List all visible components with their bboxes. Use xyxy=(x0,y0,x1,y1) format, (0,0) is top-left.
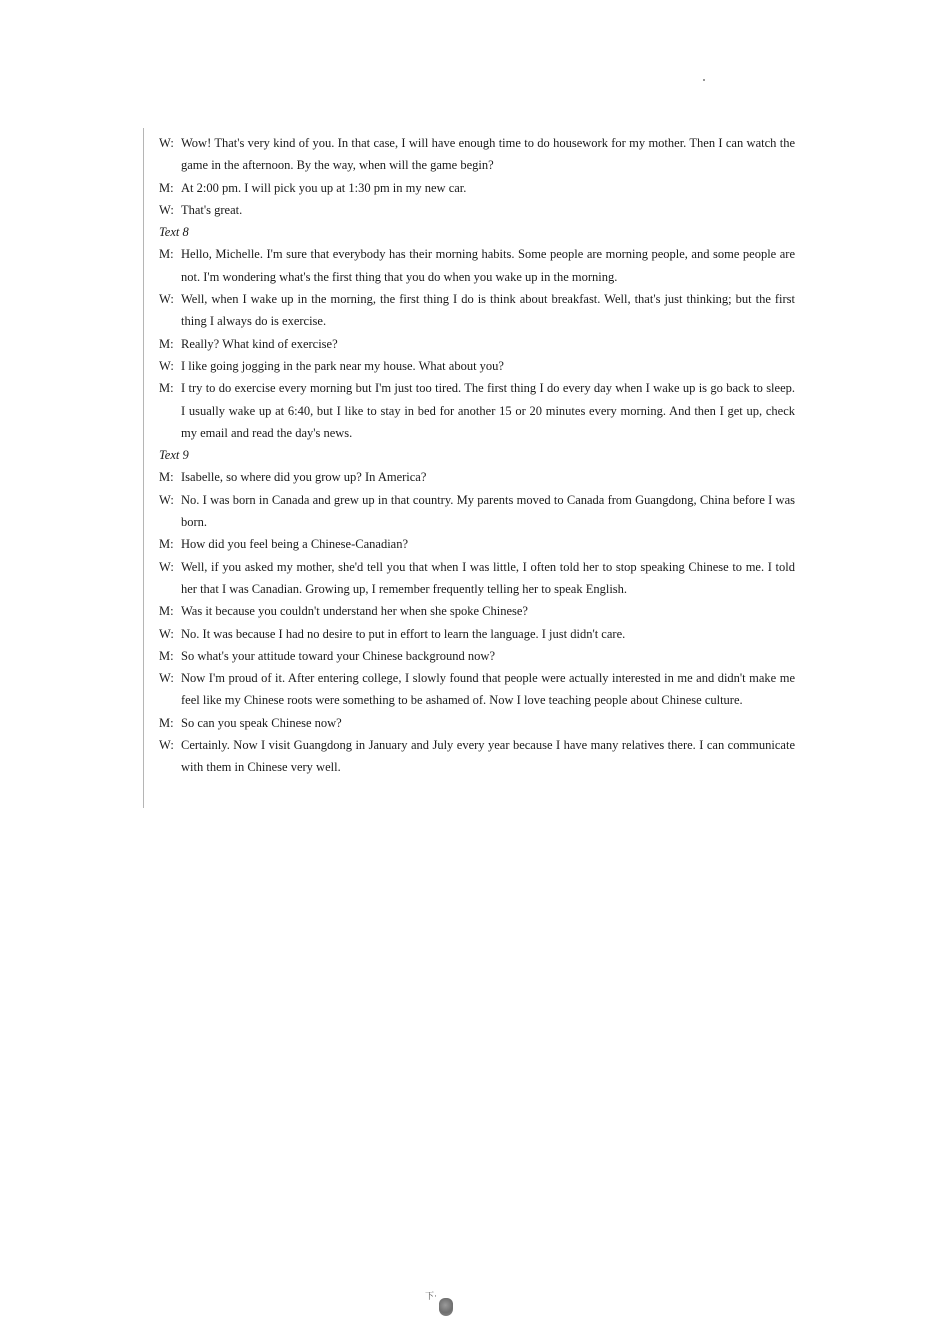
dialogue-line xyxy=(159,199,795,221)
dialogue-line xyxy=(159,377,795,444)
dialogue-text: No. I was born in Canada and grew up in that country. My parents moved to Canada from Guangdong, China before I was born. xyxy=(181,492,795,530)
speaker-label: M: xyxy=(159,336,174,351)
dialogue-line xyxy=(159,533,795,555)
speaker-label: M: xyxy=(159,470,174,485)
speaker-label: W: xyxy=(159,626,174,641)
dialogue-line xyxy=(159,355,795,377)
dialogue-text: Really? What kind of exercise? xyxy=(181,336,338,351)
speaker-label: M: xyxy=(159,604,174,619)
speaker-label: W: xyxy=(159,136,174,150)
dialogue-line xyxy=(159,712,795,734)
ink-stamp-icon xyxy=(439,1298,453,1316)
dialogue-text: I try to do exercise every morning but I'm just too tired. The first thing I do every day when I wake up is go back to sleep. I usually wake up at 6:40, but I like to stay in bed for another 15 or 20 minutes every morning. And then I get up, check my email and read the day's news. xyxy=(181,381,795,440)
section-heading: Text 8 xyxy=(159,225,189,240)
speaker-label: M: xyxy=(159,180,174,195)
dialogue-text: Isabelle, so where did you grow up? In America? xyxy=(181,470,427,485)
corner-mark xyxy=(703,79,705,81)
dialogue-text: Hello, Michelle. I'm sure that everybody has their morning habits. Some people are morning people, and some people are not. I'm wondering what's the first thing that you do when you wake up in the morning. xyxy=(181,247,795,284)
dialogue-text: Well, if you asked my mother, she'd tell you that when I was little, I often told her to stop speaking Chinese to me. I told her that I was Canadian. Growing up, I remember frequently telling her to speak English. xyxy=(181,559,795,596)
dialogue-line xyxy=(159,288,795,333)
dialogue-line xyxy=(159,623,795,645)
dialogue-line xyxy=(159,667,795,712)
transcript xyxy=(159,132,795,779)
dialogue-text: So can you speak Chinese now? xyxy=(181,715,342,730)
section-heading: Text 9 xyxy=(159,448,189,463)
dialogue-line xyxy=(159,734,795,779)
speaker-label: W: xyxy=(159,492,174,507)
dialogue-text: Well, when I wake up in the morning, the first thing I do is think about breakfast. Well, that's just thinking; but the first thing I always do is exercise. xyxy=(181,292,795,329)
dialogue-text: How did you feel being a Chinese-Canadian? xyxy=(181,537,409,552)
dialogue-text: So what's your attitude toward your Chinese background now? xyxy=(181,648,495,663)
speaker-label: W: xyxy=(159,738,174,753)
dialogue-line xyxy=(159,243,795,288)
dialogue-text: Was it because you couldn't understand her when she spoke Chinese? xyxy=(181,604,528,619)
dialogue-line xyxy=(159,333,795,355)
dialogue-text: Wow! That's very kind of you. In that case, I will have enough time to do housework for my mother. Then I can watch the game in the afternoon. By the way, when will the game begin? xyxy=(181,136,795,173)
dialogue-text: That's great. xyxy=(181,202,243,217)
speaker-label: W: xyxy=(159,671,174,686)
margin-rule xyxy=(143,128,144,808)
speaker-label: W: xyxy=(159,292,174,307)
dialogue-text: I like going jogging in the park near my house. What about you? xyxy=(181,358,504,373)
speaker-label: M: xyxy=(159,715,174,730)
dialogue-line xyxy=(159,466,795,488)
dialogue-line xyxy=(159,177,795,199)
speaker-label: W: xyxy=(159,559,174,574)
speaker-label: W: xyxy=(159,358,174,373)
speaker-label: M: xyxy=(159,381,174,396)
speaker-label: M: xyxy=(159,247,174,262)
dialogue-line xyxy=(159,489,795,534)
speaker-label: M: xyxy=(159,537,174,552)
dialogue-text: Now I'm proud of it. After entering college, I slowly found that people were actually interested in me and didn't make me feel like my Chinese roots were something to be ashamed of. Now I love teaching people about Chinese culture. xyxy=(181,671,795,708)
dialogue-line xyxy=(159,556,795,601)
speaker-label: M: xyxy=(159,648,174,663)
dialogue-text: Certainly. Now I visit Guangdong in January and July every year because I have many relatives there. I can communicate with them in Chinese very well. xyxy=(181,738,795,775)
speaker-label: W: xyxy=(159,202,174,217)
dialogue-text: No. It was because I had no desire to put in effort to learn the language. I just didn't care. xyxy=(181,626,626,641)
footer-page-mark: 下· xyxy=(425,1291,437,1301)
dialogue-line xyxy=(159,645,795,667)
dialogue-text: At 2:00 pm. I will pick you up at 1:30 pm in my new car. xyxy=(181,180,467,195)
dialogue-line xyxy=(159,132,795,177)
dialogue-line xyxy=(159,600,795,622)
